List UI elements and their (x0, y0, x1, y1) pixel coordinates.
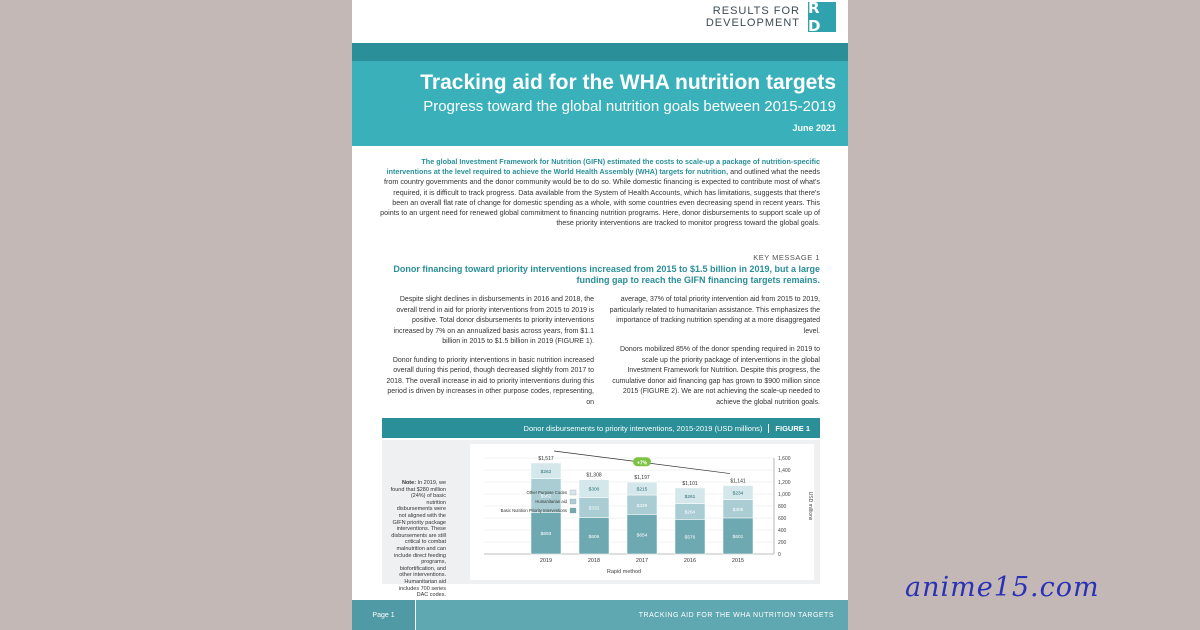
logo-text (706, 5, 800, 29)
logo-line-2: DEVELOPMENT (705, 17, 800, 29)
right-paragraph-2: Donors mobilized 85% of the donor spending required in 2019 to scale up the priority package of interventions in the global Investment Framework for Nutrition. Despite this progress, the cumulative donor aid financing gap has grown to $900 million since 2015 (FIGURE 2). We are not achieving the scale-up needed to achieve the global nutrition goals. (612, 346, 820, 406)
bar-value-label: $264 (684, 510, 696, 516)
legend-swatch (570, 490, 576, 495)
growth-label: +7% (636, 460, 648, 467)
logo-mark: R D (808, 2, 836, 32)
x-tick-label: 2016 (683, 558, 697, 564)
bar-value-label: $300 (588, 487, 600, 493)
body-column-left (382, 295, 594, 416)
bar-total-label: $1,141 (730, 478, 746, 485)
disbursement-chart (470, 444, 814, 580)
page-subtitle: Progress toward the global nutrition goals between 2015-2019 (423, 98, 836, 115)
bar-value-label: $234 (732, 491, 744, 497)
rfd-logo (705, 0, 836, 35)
intro-paragraph (380, 157, 820, 228)
y-tick-label: 1,000 (778, 492, 791, 498)
key-message-text: Donor financing toward priority interventions increased from 2015 to $1.5 billion in 2019, but a large funding gap to reach the GIFN financing targets remains. (393, 264, 820, 285)
intro-body: and outlined what the needs from country governments and the donor community would be to do so. While domestic financing is expected to contribute most of what's required, it is difficult to track progress. Data available from the System of Health Accounts, which has limitations, suggests that there's been an overall flat rate of change for domestic spending as a whole, with some countries even decreasing spend in recent years. This points to an urgent need for renewed global commitment to financing nutrition programs. Here, donor disbursements to support scale up of these priority interventions are tracked to monitor progress toward the global goals. (380, 167, 820, 228)
bar-total-label: $1,197 (634, 475, 650, 482)
logo-line-1: RESULTS FOR (712, 5, 800, 17)
figure-caption-bar (382, 418, 820, 438)
page-number: Page 1 (352, 600, 416, 630)
bar-value-label: $261 (684, 494, 696, 500)
bar-value-label: $329 (636, 503, 648, 509)
bar-value-label: $262 (540, 469, 552, 475)
bar-value-label: $215 (636, 487, 648, 493)
bar-value-label: $562 (540, 494, 552, 500)
watermark-text: anime15.com (905, 572, 1100, 603)
bar-value-label: $332 (588, 506, 600, 512)
bar-total-label: $1,308 (586, 472, 602, 479)
figure-caption: Donor disbursements to priority interventions, 2015-2019 (USD millions) (523, 423, 763, 433)
y-tick-label: 200 (778, 540, 787, 546)
body-column-right (608, 295, 820, 416)
legend-label: Other Purpose Codes (526, 490, 567, 495)
title-band (352, 61, 848, 146)
y-tick-label: 800 (778, 504, 787, 510)
left-paragraph-1: Despite slight declines in disbursements in 2016 and 2018, the overall trend in aid for priority interventions from 2015 to 2019 is positive. Total donor disbursements to priority interventions increased by 7% on an annualized basis across years, from $1.1 billion in 2015 to $1.5 billion in 2019 (FIGURE 1). (393, 296, 594, 345)
legend-label: Humanitarian aid (535, 499, 567, 504)
legend-label: Basic Nutrition Priority Interventions (500, 508, 567, 513)
y-tick-label: 1,200 (778, 480, 791, 486)
figure-note (390, 480, 446, 599)
page-footer (352, 600, 848, 630)
key-message (382, 253, 820, 286)
bar-value-label: $693 (540, 532, 552, 538)
figure-note-label: Note: (401, 480, 417, 486)
y-tick-label: 400 (778, 528, 787, 534)
left-paragraph-2: Donor funding to priority interventions in basic nutrition increased overall during this period, though decreased slightly from 2017 to 2018. The overall increase in aid to priority interventions during this period is driven by increases in other purpose codes, representing, on (386, 356, 594, 406)
y-tick-label: 1,400 (778, 468, 791, 474)
figure-area (382, 440, 820, 599)
bar-value-label: $601 (732, 534, 744, 540)
y-axis-label: USD millions (807, 491, 813, 521)
bar-total-label: $1,101 (682, 480, 698, 487)
legend-swatch (570, 499, 576, 504)
intro-highlight: The global Investment Framework for Nutrition (GIFN) estimated the costs to scale-up a package of nutrition-specific interventions at the level required to achieve the World Health Assembly (WHA) targets for nutrition, (386, 157, 820, 177)
bar-value-label: $306 (732, 507, 744, 513)
y-tick-label: 600 (778, 516, 787, 522)
legend-swatch (570, 508, 576, 513)
bar-value-label: $606 (588, 534, 600, 540)
figure-number: FIGURE 1 (768, 424, 810, 433)
y-tick-label: 0 (778, 552, 781, 558)
figure-note-text: In 2019, we found that $280 million (24%) of basic nutrition disbursements were not aligned with the GIFN priority package interventions. These disbursements are still critical to combat malnutrition and can include direct feeding programs, biofortification, and other interventions. Humanitarian aid includes 700 series DAC codes. (390, 480, 446, 599)
x-tick-label: 2015 (731, 558, 745, 564)
key-message-label: KEY MESSAGE 1 (753, 253, 820, 262)
bar-value-label: $576 (684, 535, 696, 541)
x-tick-label: 2019 (539, 558, 553, 564)
y-tick-label: 1,600 (778, 456, 791, 462)
bar-value-label: $654 (636, 533, 648, 539)
header-band (352, 43, 848, 61)
x-axis-label: Rapid method (606, 569, 642, 575)
x-tick-label: 2017 (635, 558, 649, 564)
document-page (352, 0, 848, 630)
page-title: Tracking aid for the WHA nutrition targets (420, 71, 836, 94)
publication-date: June 2021 (792, 123, 836, 133)
footer-title: TRACKING AID FOR THE WHA NUTRITION TARGETS (638, 611, 834, 619)
x-tick-label: 2018 (587, 558, 601, 564)
bar-total-label: $1,517 (538, 455, 554, 462)
right-paragraph-1: average, 37% of total priority intervention aid from 2015 to 2019, particularly related to humanitarian assistance. This emphasizes the importance of tracking nutrition spending at a more disaggregated level. (609, 296, 820, 335)
